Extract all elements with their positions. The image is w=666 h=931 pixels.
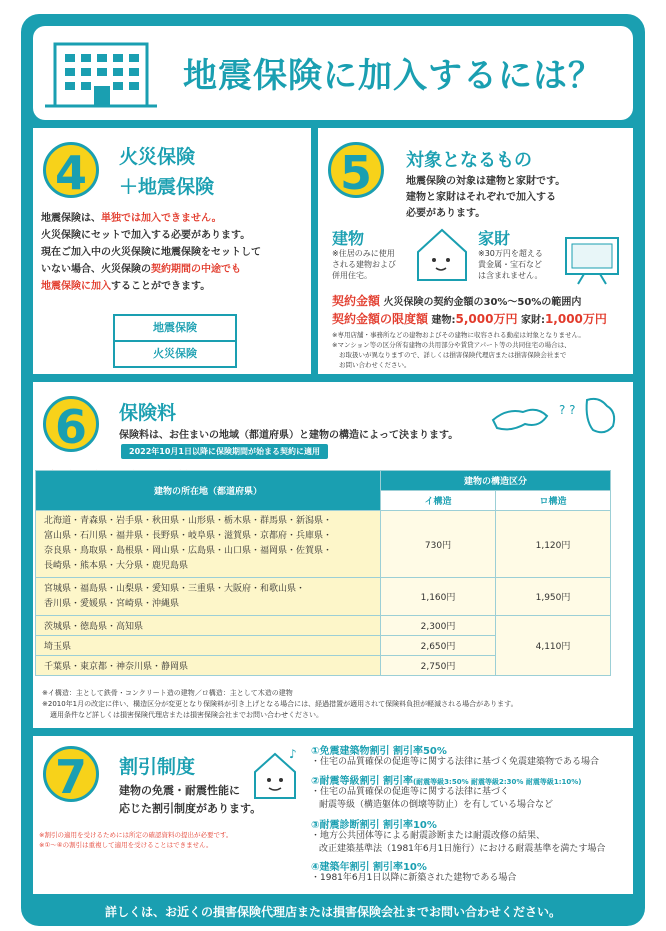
table-header-i: イ構造 (381, 491, 496, 511)
building-note-3: 併用住宅。 (332, 271, 372, 280)
limit-building-label: 建物: (431, 315, 456, 326)
section-5-note-1: ※専用店舗・事務所などの建物およびその建物に収容される動産は対象となりません。 (332, 331, 585, 339)
table-cell-ro: 1,950円 (496, 578, 611, 616)
table-cell-ro: 4,110円 (496, 616, 611, 676)
fire-insurance-box: 火災保険 (113, 340, 237, 368)
section-4-title-line2: ＋地震保険 (119, 176, 215, 198)
section-4-text-1a: 地震保険は、 (41, 213, 101, 224)
contract-limit-row (332, 310, 607, 327)
discount-4-title: ④建築年割引 割引率10% (311, 862, 427, 873)
contract-limit-label: 契約金額の限度額 (332, 312, 429, 326)
footer-text: 詳しくは、お近くの損害保険代理店または損害保険会社までお問い合わせください。 (104, 905, 561, 919)
limit-contents-value: 1,000万円 (544, 312, 607, 326)
table-cell-ro: 1,120円 (496, 511, 611, 578)
section-4-card (33, 128, 311, 374)
table-row (36, 511, 611, 578)
discount-2-title (311, 772, 582, 787)
limit-building-value: 5,000万円 (455, 312, 518, 326)
location-line: 香川県・愛媛県・宮崎県・沖縄県 (44, 598, 180, 609)
section-6-note-2: ※2010年1月の改定に伴い、構造区分が変更となり保険料が引き上げとなる場合には、経過措置が適用されて保険料負担が軽減される場合があります。 (42, 700, 518, 708)
discount-3-text (311, 830, 605, 856)
contract-amount-row (332, 292, 581, 309)
japan-map-icon (487, 392, 627, 444)
table-row (36, 616, 611, 636)
section-4-text-5b: することができます。 (111, 281, 211, 292)
table-row (36, 578, 611, 616)
table-cell-location: 茨城県・徳島県・高知県 (36, 616, 381, 636)
limit-contents-label: 家財: (520, 315, 545, 326)
section-7-note-2: ※①～④の割引は重複して適用を受けることはできません。 (39, 841, 213, 849)
section-5-note-2: ※マンション等の区分所有建物の共用部分や賃貸アパート等の共同住宅の場合は、 (332, 341, 571, 349)
discount-1-text: ・住宅の品質確保の促進等に関する法律に基づく免震建築物である場合 (311, 757, 600, 767)
section-4-text-2: 火災保険にセットで加入する必要があります。 (41, 230, 251, 241)
section-5-notes (332, 330, 630, 370)
section-5-card (318, 128, 633, 374)
contents-note-2: 貴金属・宝石など (478, 260, 542, 269)
section-6-title: 保険料 (119, 402, 177, 424)
table-cell-i: 2,300円 (381, 616, 496, 636)
section-4-title-line1: 火災保険 (119, 146, 196, 168)
table-cell-i: 730円 (381, 511, 496, 578)
discount-2-text-1: ・住宅の品質確保の促進等に関する法律に基づく (311, 787, 510, 797)
svg-text:? ?: ? ? (559, 403, 576, 417)
premium-table (35, 470, 611, 676)
section-5-title: 対象となるもの (406, 150, 532, 171)
discount-4-text: ・1981年6月1日以降に新築された建物である場合 (311, 873, 517, 883)
building-note-1: ※住居のみに使用 (332, 249, 395, 258)
building-label: 建物 (332, 229, 365, 248)
section-4-text-1b: 単独では加入できません。 (101, 213, 222, 224)
section-7-text-2: 応じた割引制度があります。 (119, 802, 262, 815)
applicability-badge: 2022年10月1日以降に保険期間が始まる契約に適用 (121, 444, 328, 459)
section-5-intro (406, 174, 565, 222)
table-header-location: 建物の所在地（都道府県） (36, 471, 381, 511)
section-6-note-1: ※イ構造：主として鉄骨・コンクリート造の建物／ロ構造：主として木造の建物 (42, 689, 293, 697)
section-5-text-1: 地震保険の対象は建物と家財です。 (406, 176, 566, 187)
svg-text:♪: ♪ (289, 747, 297, 761)
discount-3-text-2: 改正建築基準法（1981年6月1日施行）における耐震基準を満たす場合 (319, 844, 606, 854)
section-4-text-3: 現在ご加入中の火災保険に地震保険をセットして (41, 247, 261, 258)
section-7-title: 割引制度 (119, 756, 196, 778)
section-4-text-4a: いない場合、火災保険の (41, 264, 151, 275)
section-4-body (41, 210, 311, 295)
discount-2-text (311, 786, 553, 812)
location-line: 富山県・石川県・福井県・長野県・岐阜県・滋賀県・京都府・兵庫県・ (44, 531, 333, 541)
table-cell-location: 埼玉県 (36, 636, 381, 656)
table-cell-i: 1,160円 (381, 578, 496, 616)
section-5-note-4: お問い合わせください。 (339, 361, 411, 369)
building-note (332, 248, 396, 281)
section-5-text-2: 建物と家財はそれぞれで加入する (406, 192, 556, 203)
contents-label: 家財 (478, 229, 511, 248)
location-line: 北海道・青森県・岩手県・秋田県・山形県・栃木県・群馬県・新潟県・ (44, 516, 333, 526)
section-7-text-1: 建物の免震・耐震性能に (119, 784, 240, 797)
section-5-number: 5 (328, 142, 384, 198)
section-6-number: 6 (43, 396, 99, 452)
location-line: 長崎県・熊本県・大分県・鹿児島県 (44, 561, 189, 571)
discount-2-rates: (耐震等級3:50% 耐震等級2:30% 耐震等級1:10%) (412, 778, 582, 786)
location-line: 奈良県・鳥取県・島根県・岡山県・広島県・山口県・福岡県・佐賀県・ (44, 546, 333, 556)
building-note-2: される建物および (332, 260, 396, 269)
section-7-notes (39, 830, 232, 850)
contents-note-1: ※30万円を超える (478, 249, 543, 258)
section-6-description: 保険料は、お住まいの地域（都道府県）と建物の構造によって決まります。 (119, 430, 459, 441)
table-header-structure: 建物の構造区分 (381, 471, 611, 491)
table-cell-i: 2,750円 (381, 656, 496, 676)
discount-3-text-1: ・地方公共団体等による耐震診断または耐震改修の結果、 (311, 831, 546, 841)
section-4-text-5a: 地震保険に加入 (41, 281, 111, 292)
discount-3-title: ③耐震診断割引 割引率10% (311, 820, 437, 831)
contents-note (478, 248, 543, 281)
discount-1-title: ①免震建築物割引 割引率50% (311, 746, 447, 757)
house-icon (412, 224, 472, 284)
page-title: 地震保険に加入するには？ (183, 56, 603, 96)
section-6-notes (42, 688, 627, 721)
table-cell-i: 2,650円 (381, 636, 496, 656)
header-card (33, 26, 633, 120)
section-7-number: 7 (43, 746, 99, 802)
section-5-text-3: 必要があります。 (406, 208, 486, 219)
section-6-note-3: 適用条件など詳しくは損害保険代理店または損害保険会社までお問い合わせください。 (50, 711, 323, 719)
table-cell-location: 千葉県・東京都・神奈川県・静岡県 (36, 656, 381, 676)
section-5-note-3: お取扱いが異なりますので、詳しくは損害保険代理店または損害保険会社まで (339, 351, 567, 359)
contract-amount-text: 火災保険の契約金額の30%～50%の範囲内 (383, 297, 582, 308)
section-7-intro (119, 782, 261, 818)
table-cell-location (36, 578, 381, 616)
discount-2-title-text: ②耐震等級割引 割引率 (311, 776, 413, 787)
section-7-note-1: ※割引の適用を受けるためには所定の確認資料の提出が必要です。 (39, 831, 233, 839)
section-7-card (33, 736, 633, 894)
office-building-icon (41, 36, 161, 112)
section-4-number: 4 (43, 142, 99, 198)
contents-note-3: は含まれません。 (478, 271, 543, 280)
table-cell-location (36, 511, 381, 578)
location-line: 宮城県・福島県・山梨県・愛知県・三重県・大阪府・和歌山県・ (44, 583, 306, 594)
table-header-ro: ロ構造 (496, 491, 611, 511)
earthquake-insurance-box: 地震保険 (113, 314, 237, 342)
contract-amount-label: 契約金額 (332, 294, 381, 308)
discount-2-text-2: 耐震等級（構造躯体の倒壊等防止）を有している場合など (319, 800, 554, 810)
section-4-text-4b: 契約期間の中途でも (151, 264, 241, 275)
tv-icon (562, 234, 622, 286)
